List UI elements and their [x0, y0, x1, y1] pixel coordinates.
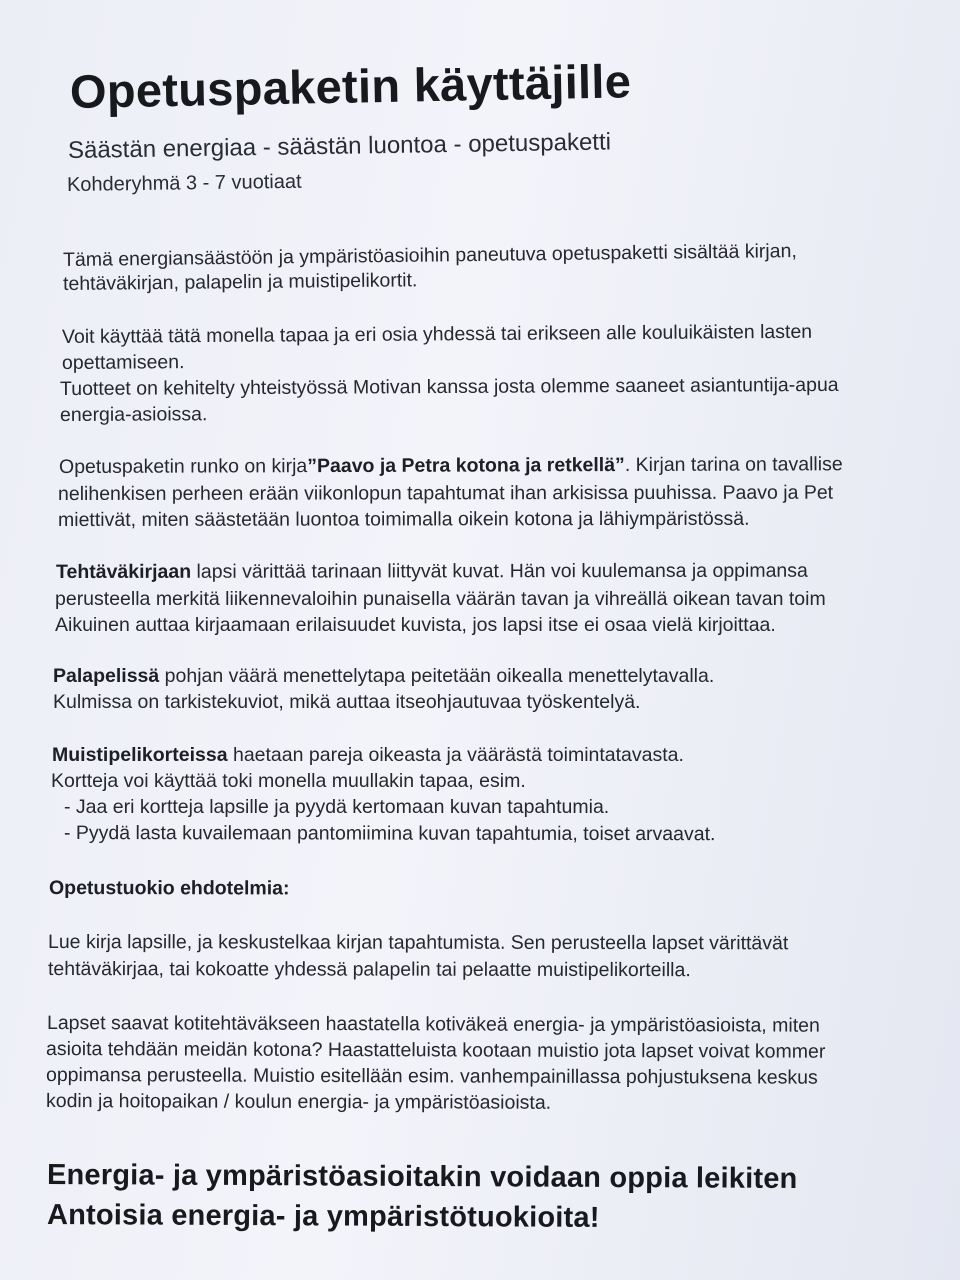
book-intro-suffix: . Kirjan tarina on tavallise	[624, 453, 843, 477]
puzzle-text: pohjan väärä menettelytapa peitetään oikealla menettelytavalla.	[159, 665, 715, 687]
usage-line-1: Voit käyttää tätä monella tapaa ja eri osia yhdessä tai erikseen alle kouluikäisten lasten	[61, 320, 813, 348]
book-intro-text: Opetuspaketin runko on kirja	[58, 455, 308, 478]
puzzle-label: Palapelissä	[53, 665, 160, 687]
memory-bullet-1: - Jaa eri kortteja lapsille ja pyydä kertomaan kuvan tapahtumia.	[64, 796, 610, 818]
intro-line-2: tehtäväkirjan, palapelin ja muistipelikortit.	[62, 269, 418, 295]
suggestions-p2-line-3: oppimansa perusteella. Muistio esitellään esim. vanhempainillassa pohjustuksena keskus	[45, 1064, 818, 1089]
usage-line-3: Tuotteet on kehitelty yhteistyössä Motivan kanssa josta olemme saaneet asiantuntija-apua	[59, 373, 839, 400]
suggestions-p2-line-2: asioita tehdään meidän kotona? Haastatteluista kootaan muistio jota lapset voivat kommer	[45, 1038, 826, 1063]
memory-text: haetaan pareja oikeasta ja väärästä toimintatavasta.	[227, 744, 684, 766]
suggestions-p2-line-1: Lapset saavat kotitehtäväkseen haastatella kotiväkeä energia- ja ympäristöasioista, miten	[46, 1012, 820, 1037]
book-title: ”Paavo ja Petra kotona ja retkellä”	[307, 454, 625, 478]
book-paragraph-line-2: nelihenkisen perheen erään viikonlopun tapahtumat ihan arkisissa puuhissa. Paavo ja Pet	[57, 481, 834, 505]
subtitle: Säästän energiaa - säästän luontoa - opetuspaketti	[67, 128, 612, 164]
book-paragraph-line-1	[59, 452, 843, 479]
puzzle-line-1	[53, 664, 714, 688]
workbook-line-3: Aikuinen auttaa kirjaamaan erilaisuudet kuvista, jos lapsi itse ei osaa vielä kirjoittaa.	[55, 614, 776, 636]
closing-line-2: Antoisia energia- ja ympäristötuokioita!	[46, 1199, 600, 1234]
suggestions-p1-line-2: tehtäväkirjaa, tai kokoatte yhdessä palapelin tai pelaatte muistipelikorteilla.	[47, 958, 691, 982]
workbook-line-1	[56, 559, 808, 584]
memory-line-2: Kortteja voi käyttää toki monella muullakin tapaa, esim.	[51, 770, 526, 792]
closing-line-1: Energia- ja ympäristöasioitakin voidaan oppia leikiten	[46, 1159, 798, 1195]
puzzle-line-2: Kulmissa on tarkistekuviot, mikä auttaa itseohjautuvaa työskentelyä.	[53, 691, 641, 713]
memory-label: Muistipelikorteissa	[52, 744, 228, 766]
usage-line-4: energia-asioissa.	[59, 403, 208, 426]
memory-line-1	[52, 743, 684, 767]
book-paragraph-line-3: miettivät, miten säästetään luontoa toimimalla oikein kotona ja lähiympäristössä.	[57, 507, 750, 531]
workbook-line-2: perusteella merkitä liikennevaloihin punaisella väärän tavan ja vihreällä oikean tavan toim	[55, 588, 826, 610]
page-title: Opetuspaketin käyttäjille	[69, 54, 632, 118]
workbook-text: lapsi värittää tarinaan liittyvät kuvat. Hän voi kuulemansa ja oppimansa	[191, 559, 808, 583]
workbook-label: Tehtäväkirjaan	[55, 560, 192, 583]
suggestions-p2-line-4: kodin ja hoitopaikan / koulun energia- ja ympäristöasioista.	[45, 1090, 552, 1114]
usage-line-2: opettamiseen.	[61, 351, 185, 374]
target-group: Kohderyhmä 3 - 7 vuotiaat	[66, 170, 302, 196]
suggestions-heading: Opetustuokio ehdotelmia:	[48, 877, 290, 900]
intro-line-1: Tämä energiansäästöön ja ympäristöasioihin paneutuva opetuspaketti sisältää kirjan,	[62, 240, 797, 271]
memory-bullet-2: - Pyydä lasta kuvailemaan pantomiimina kuvan tapahtumia, toiset arvaavat.	[63, 822, 716, 846]
suggestions-p1-line-1: Lue kirja lapsille, ja keskustelkaa kirjan tapahtumista. Sen perusteella lapset värittävät	[47, 931, 789, 955]
